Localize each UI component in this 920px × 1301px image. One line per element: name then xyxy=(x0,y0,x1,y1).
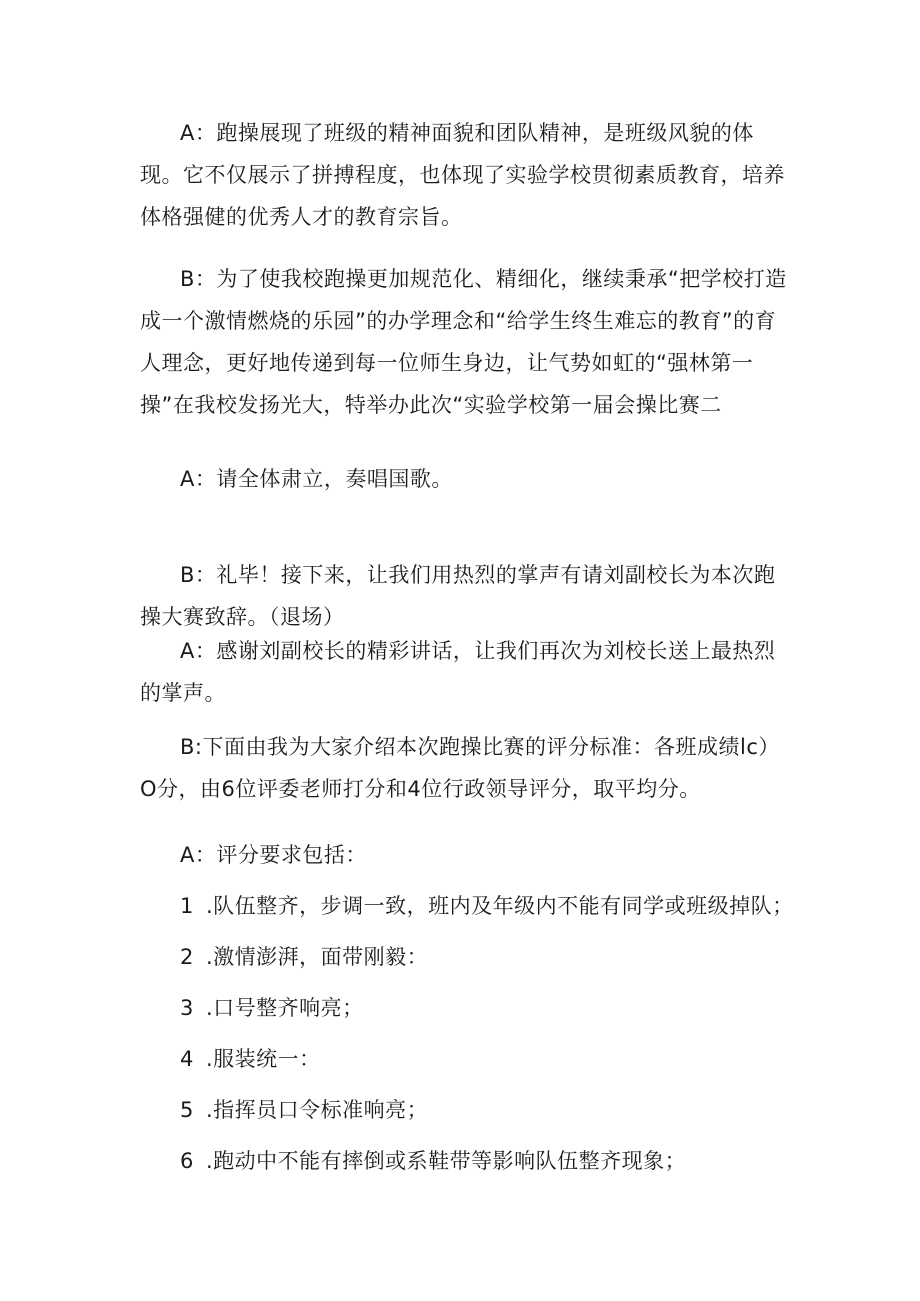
criteria-item xyxy=(180,891,794,921)
paragraph-anthem-a: A：请全体肃立，奏唱国歌。 xyxy=(180,467,453,491)
criteria-text: .激情澎湃，面带刚毅： xyxy=(206,945,429,969)
criteria-number: 4 xyxy=(180,1047,194,1071)
paragraph-scoring-b: B:下面由我为大家介绍本次跑操比赛的评分标准：各班成绩lc）O分，由6位评委老师打分和4位行政领导评分，取平均分。 xyxy=(140,735,780,801)
criteria-number: 1 xyxy=(180,894,194,918)
criteria-text: .服装统一： xyxy=(206,1047,321,1071)
criteria-number: 2 xyxy=(180,945,194,969)
criteria-item xyxy=(180,942,428,972)
criteria-number: 3 xyxy=(180,996,194,1020)
paragraph-opening-a: A：跑操展现了班级的精神面貌和团队精神，是班级风貌的体现。它不仅展示了拼搏程度，也体现了实验学校贯彻素质教育，培养体格强健的优秀人才的教育宗旨。 xyxy=(140,121,785,229)
criteria-item xyxy=(180,1146,686,1176)
criteria-item xyxy=(180,993,364,1023)
criteria-number: 5 xyxy=(180,1098,194,1122)
criteria-text: .跑动中不能有摔倒或系鞋带等影响队伍整齐现象； xyxy=(206,1149,687,1173)
criteria-item xyxy=(180,1095,428,1125)
criteria-item xyxy=(180,1044,321,1074)
paragraph-thanks-a: A：感谢刘副校长的精彩讲话，让我们再次为刘校长送上最热烈的掌声。 xyxy=(140,639,776,705)
criteria-number: 6 xyxy=(180,1149,194,1173)
paragraph-purpose-b: B：为了使我校跑操更加规范化、精细化，继续秉承“把学校打造成一个激情燃烧的乐园”的办学理念和“给学生终生难忘的教育”的育人理念，更好地传递到每一位师生身边，让气势如虹的“强林第一操”在我校发扬光大，特举办此次“实验学校第一届会操比赛二 xyxy=(140,267,787,417)
paragraph-requirements-a: A：评分要求包括： xyxy=(180,843,367,867)
criteria-text: .口号整齐响亮； xyxy=(206,996,364,1020)
paragraph-speech-b: B：礼毕！接下来，让我们用热烈的掌声有请刘副校长为本次跑操大赛致辞。（退场） xyxy=(140,563,776,629)
criteria-text: .队伍整齐，步调一致，班内及年级内不能有同学或班级掉队； xyxy=(206,894,794,918)
criteria-text: .指挥员口令标准响亮； xyxy=(206,1098,429,1122)
